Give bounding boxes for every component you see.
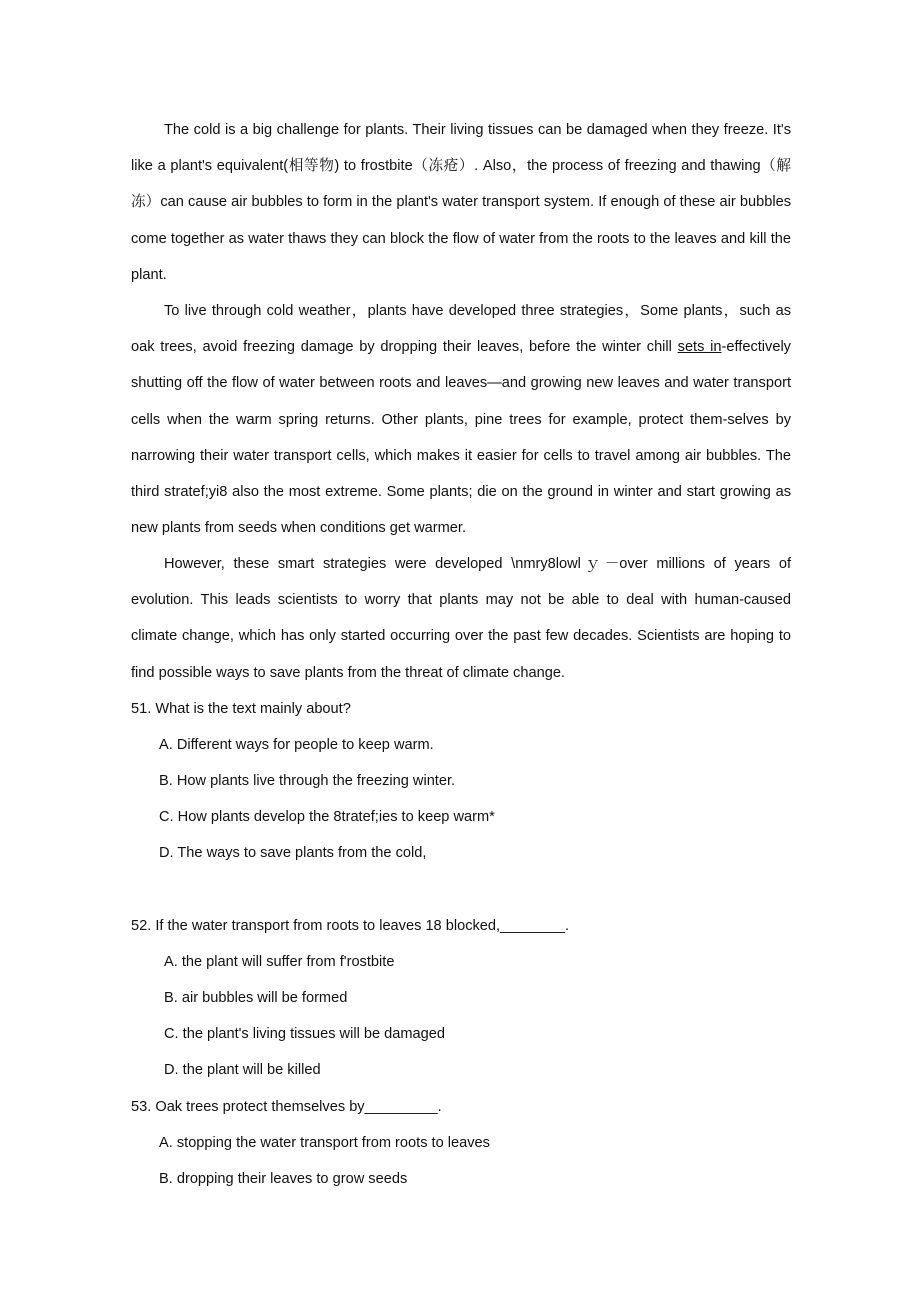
question-52-option-c: C. the plant's living tissues will be damaged [164,1026,446,1042]
question-52-stem: 52. If the water transport from roots to leaves 18 blocked,________. [131,918,570,934]
passage-paragraph-2-end: -effectively shutting off the flow of water between roots and leaves—and growing new leaves and water transport cells when the warm spring returns. Other plants, pine trees for example, protect them-selves by narrowing their water transport cells, which makes it easier for cells to travel among air bubbles. The third stratef;yi8 also the most extreme. Some plants; die on the ground in winter and start growing as new plants from seeds when conditions get warmer. [131,339,791,537]
passage-paragraph-2-start: To live through cold weather，plants have developed three strategies，Some plants，such as oak trees, avoid freezing damage by dropping their leaves, before the winter chill [131,303,791,356]
question-52-option-b: B. air bubbles will be formed [164,990,348,1006]
question-53-stem: 53. Oak trees protect themselves by_________. [131,1099,442,1115]
question-52-option-d: D. the plant will be killed [164,1062,321,1078]
question-51-option-c: C. How plants develop the 8tratef;ies to keep warm* [159,809,495,825]
question-51-option-a: A. Different ways for people to keep warm. [159,737,434,753]
question-53-option-b: B. dropping their leaves to grow seeds [159,1171,408,1187]
passage-paragraph-2 [131,293,791,546]
question-53-option-a: A. stopping the water transport from roots to leaves [159,1135,490,1151]
question-51-option-b: B. How plants live through the freezing winter. [159,773,456,789]
passage-paragraph-3: However, these smart strategies were developed \nmry8lowlｙ－over millions of years of evolution. This leads scientists to worry that plants may not be able to deal with human-caused climate change, which has only started occurring over the past few decades. Scientists are hoping to find possible ways to save plants from the threat of climate change. [131,556,791,681]
question-51-stem: 51. What is the text mainly about? [131,701,351,717]
question-52-option-a: A. the plant will suffer from f'rostbite [164,954,395,970]
underlined-phrase: sets in [677,339,722,356]
passage-paragraph-1: The cold is a big challenge for plants. Their living tissues can be damaged when they freeze. It's like a plant's equivalent(相等物) to frostbite（冻疮）. Also，the process of freezing and thawing（解冻）can cause air bubbles to form in the plant's water transport system. If enough of these air bubbles come together as water thaws they can block the flow of water from the roots to the leaves and kill the plant. [131,122,791,283]
question-51-option-d: D. The ways to save plants from the cold, [159,845,427,861]
